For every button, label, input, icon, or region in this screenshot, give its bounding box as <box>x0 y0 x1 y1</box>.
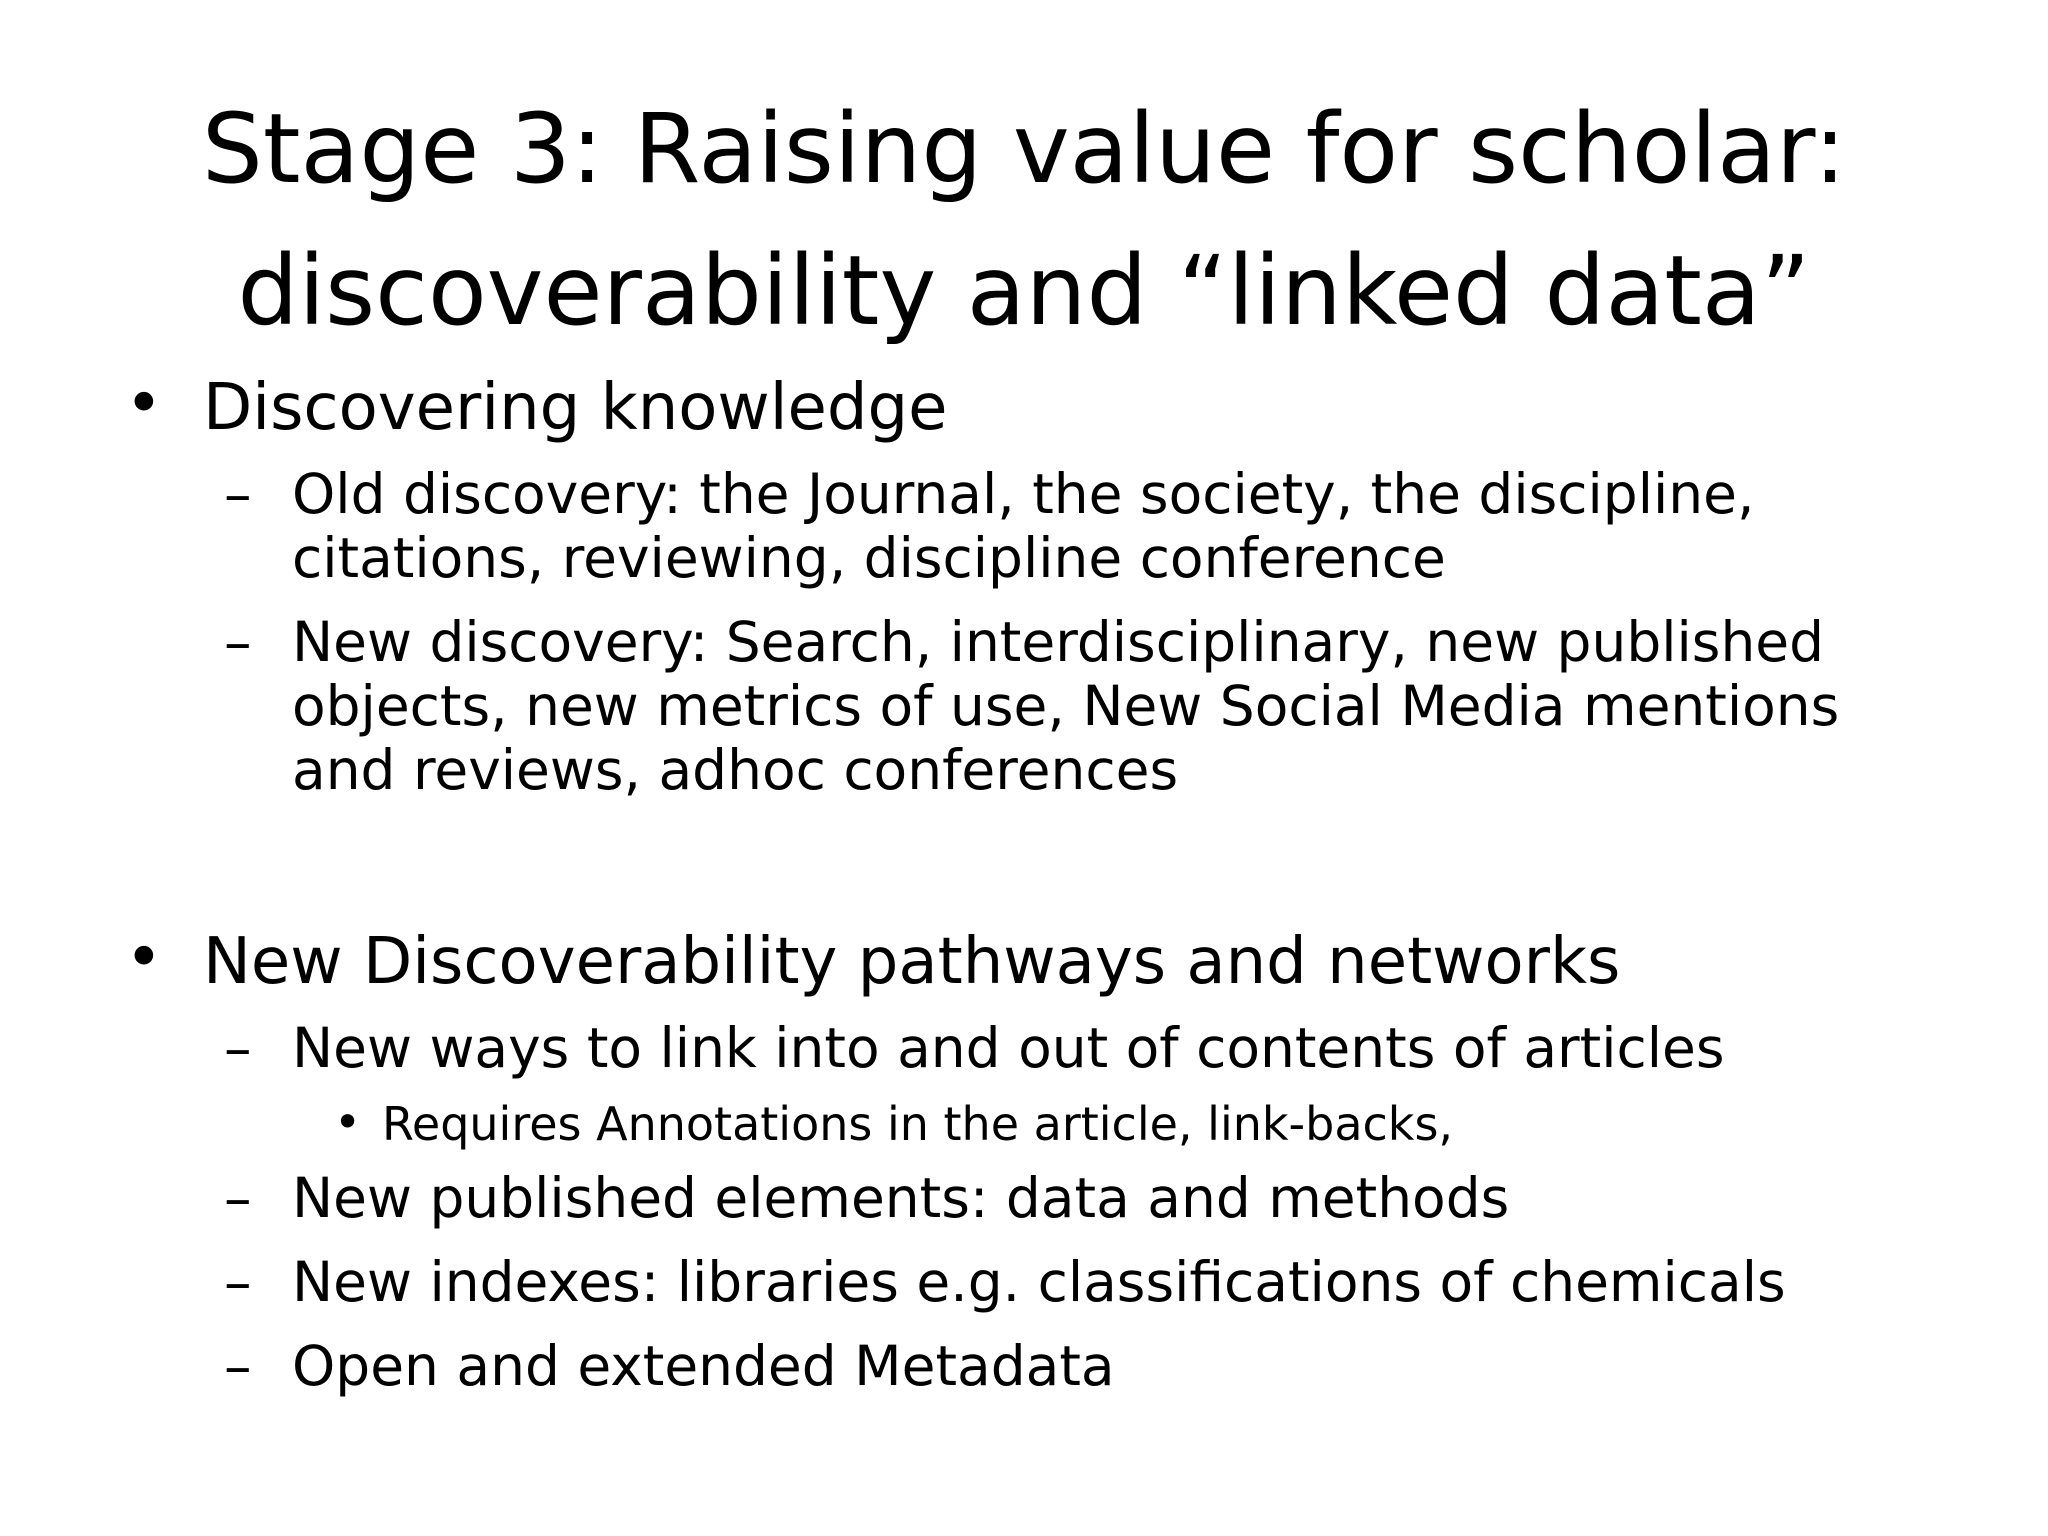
dash-icon: – <box>224 1334 252 1398</box>
subbullet-new-ways-to-link <box>224 1016 1992 1080</box>
subbullet-text-line: Old discovery: the Journal, the society, the discipline, <box>292 462 1755 526</box>
subbullet-text-line: and reviews, adhoc conferences <box>292 738 1179 802</box>
subbullet-text: Open and extended Metadata <box>292 1334 1115 1398</box>
subbullet-new-discovery <box>224 610 1992 802</box>
bullet-new-discoverability <box>125 921 1621 1000</box>
subbullet-text: New ways to link into and out of contents of articles <box>292 1016 1725 1080</box>
subsubbullet-text: Requires Annotations in the article, link-backs, <box>382 1097 1454 1151</box>
subbullet-text: New published elements: data and methods <box>292 1166 1510 1230</box>
dash-icon: – <box>224 1016 252 1080</box>
subsubbullet-annotations <box>334 1095 1454 1152</box>
subbullet-text-line: citations, reviewing, discipline conference <box>292 526 1446 590</box>
dash-icon: – <box>224 462 252 526</box>
subbullet-new-published-elements <box>224 1166 1992 1230</box>
dash-icon: – <box>224 1250 252 1314</box>
title-line-2: discoverability and “linked data” <box>237 235 1811 347</box>
subbullet-text: New indexes: libraries e.g. classifications of chemicals <box>292 1250 1786 1314</box>
title-line-1: Stage 3: Raising value for scholar: <box>201 93 1847 205</box>
bullet-dot-icon: • <box>125 367 163 441</box>
bullet-dot-icon: • <box>334 1095 362 1149</box>
subbullet-old-discovery <box>224 462 1992 590</box>
subbullet-open-metadata <box>224 1334 1992 1398</box>
subbullet-text-line: objects, new metrics of use, New Social Media mentions <box>292 674 1840 738</box>
dash-icon: – <box>224 1166 252 1230</box>
bullet-dot-icon: • <box>125 921 163 995</box>
bullet-text: New Discoverability pathways and networks <box>203 925 1621 999</box>
subbullet-new-indexes <box>224 1250 1992 1314</box>
dash-icon: – <box>224 610 252 674</box>
bullet-discovering-knowledge <box>125 367 948 446</box>
subbullet-text-line: New discovery: Search, interdisciplinary, new published <box>292 610 1825 674</box>
bullet-text: Discovering knowledge <box>203 371 948 445</box>
